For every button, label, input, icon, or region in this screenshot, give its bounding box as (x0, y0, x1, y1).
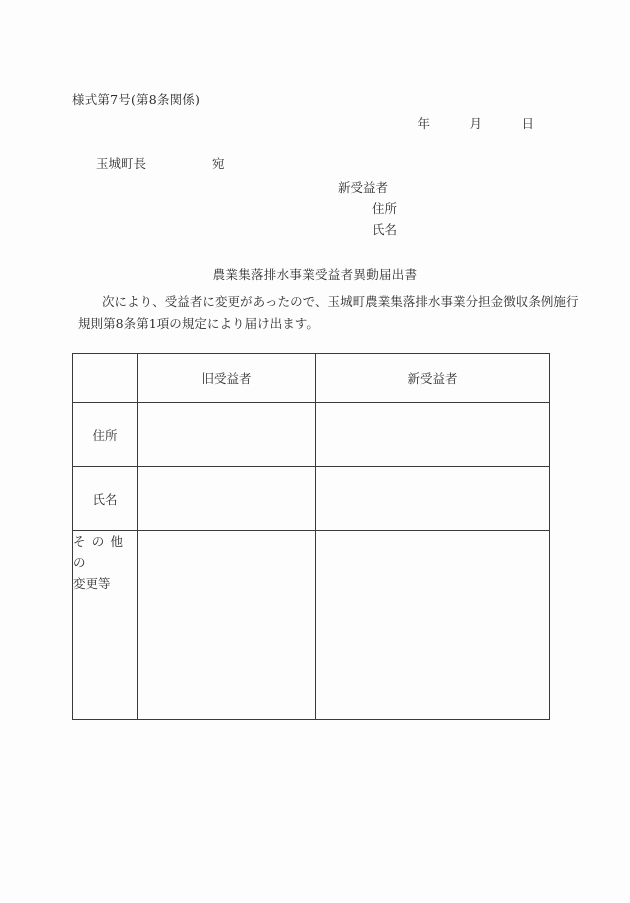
row-label-other-changes-line2: 変更等 (73, 576, 111, 591)
page-title: 農業集落排水事業受益者異動届出書 (212, 267, 418, 282)
addressee (96, 154, 225, 172)
table-header-new-beneficiary: 新受益者 (316, 354, 550, 403)
applicant-role: 新受益者 (338, 180, 389, 195)
row-label-name: 氏名 (73, 467, 138, 531)
applicant-block (338, 177, 397, 240)
row-label-other-changes-line1: そ の 他 の (73, 534, 123, 570)
date-year-label: 年 (417, 116, 430, 131)
applicant-name-label: 氏名 (372, 222, 398, 237)
field-old-address[interactable] (138, 403, 316, 467)
field-new-name[interactable] (316, 467, 550, 531)
table-row (73, 467, 550, 531)
applicant-address-label: 住所 (372, 201, 398, 216)
date-day-label: 日 (521, 116, 534, 131)
beneficiary-change-table (72, 353, 550, 720)
body-line-1: 次により、受益者に変更があったので、玉城町農業集落排水事業分担金徴収条例施行 (102, 294, 579, 309)
body-line-2: 規則第8条第1項の規定により届け出ます。 (78, 316, 319, 331)
date-month-label: 月 (469, 116, 482, 131)
addressee-recipient: 玉城町長 (96, 156, 147, 171)
row-label-other-changes (73, 531, 138, 720)
table-header-row (73, 354, 550, 403)
field-old-name[interactable] (138, 467, 316, 531)
form-number: 様式第7号(第8条関係) (72, 92, 201, 107)
field-new-other-changes[interactable] (316, 531, 550, 720)
table-row (73, 403, 550, 467)
row-label-address: 住所 (73, 403, 138, 467)
field-new-address[interactable] (316, 403, 550, 467)
date-line (0, 114, 534, 132)
table-row (73, 531, 550, 720)
table-header-old-beneficiary: 旧受益者 (138, 354, 316, 403)
body-text (78, 291, 579, 335)
table-corner-cell (73, 354, 138, 403)
addressee-honorific: 宛 (212, 156, 225, 171)
field-old-other-changes[interactable] (138, 531, 316, 720)
